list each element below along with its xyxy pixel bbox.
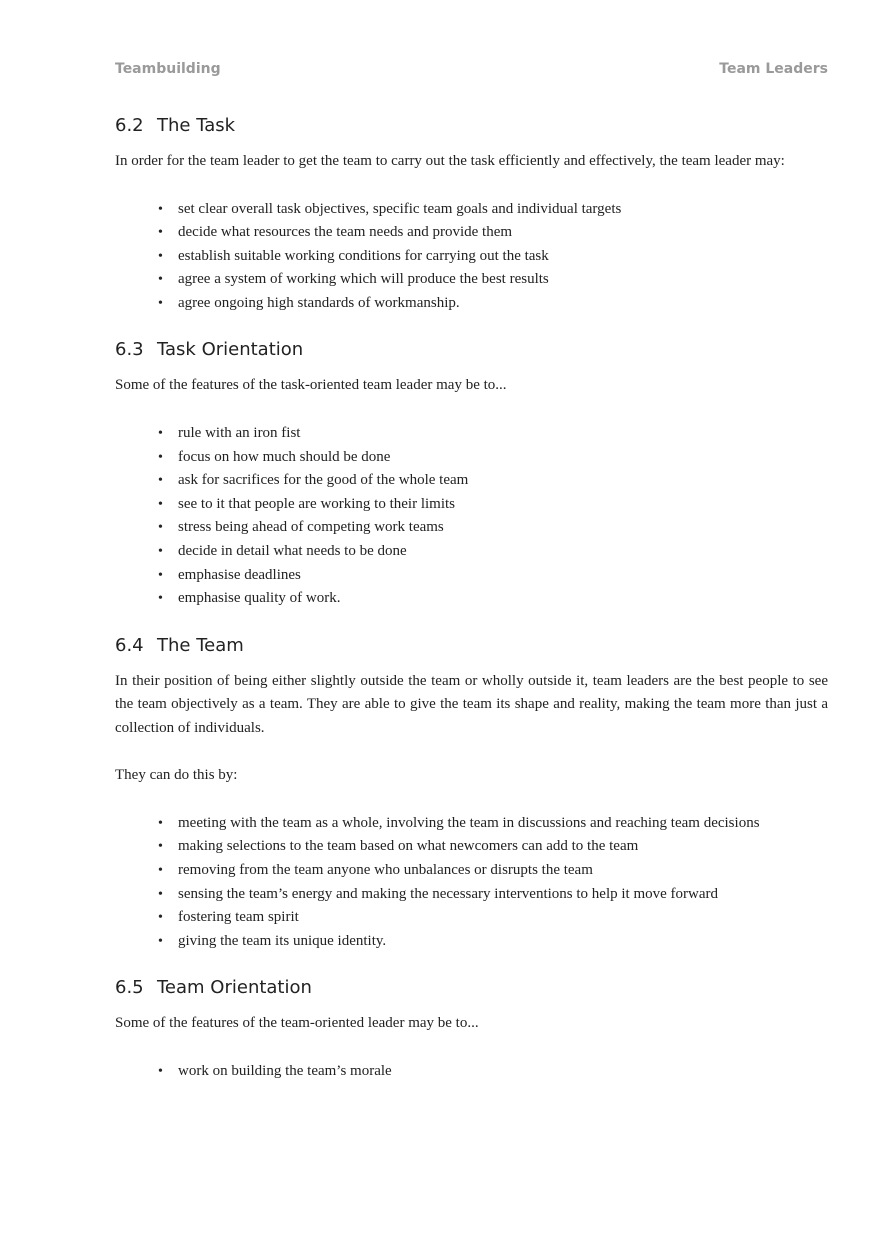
bullet-icon: • — [158, 248, 163, 264]
bullet-icon: • — [158, 295, 163, 311]
bullet-icon: • — [158, 1063, 163, 1079]
bullet-icon: • — [158, 225, 163, 241]
list-item: • stress being ahead of competing work teams — [115, 516, 828, 540]
header-book-title: Teambuilding — [115, 61, 221, 77]
bullet-icon: • — [158, 520, 163, 536]
bullet-icon: • — [158, 425, 163, 441]
section-heading-6-2 — [115, 112, 828, 140]
bullet-icon: • — [158, 496, 163, 512]
list-item: • agree a system of working which will produce the best results — [115, 268, 828, 292]
bullet-list — [115, 1060, 828, 1084]
bullet-icon: • — [158, 567, 163, 583]
list-item: • rule with an iron fist — [115, 422, 828, 446]
bullet-icon: • — [158, 910, 163, 926]
bullet-icon: • — [158, 543, 163, 559]
header-chapter-title: Team Leaders — [719, 61, 828, 77]
bullet-icon: • — [158, 933, 163, 949]
section-title: Team Orientation — [157, 977, 312, 999]
bullet-icon: • — [158, 839, 163, 855]
bullet-icon: • — [158, 473, 163, 489]
list-item: • making selections to the team based on what newcomers can add to the team — [115, 835, 828, 859]
list-item: • work on building the team’s morale — [115, 1060, 828, 1084]
section-heading-6-4 — [115, 632, 828, 660]
bullet-icon: • — [158, 591, 163, 607]
bullet-list — [115, 422, 828, 611]
list-item: • focus on how much should be done — [115, 446, 828, 470]
section-title: The Team — [157, 634, 244, 656]
section-intro: In order for the team leader to get the team to carry out the task efficiently and effectively, the team leader may: — [115, 153, 785, 169]
list-item: • agree ongoing high standards of workmanship. — [115, 292, 828, 316]
section-title: Task Orientation — [157, 339, 304, 361]
section-intro: Some of the features of the team-oriented leader may be to... — [115, 1015, 479, 1032]
bullet-icon: • — [158, 886, 163, 902]
page-content — [115, 112, 828, 1083]
bullet-icon: • — [158, 201, 163, 217]
list-item: • giving the team its unique identity. — [115, 930, 828, 954]
list-item: • ask for sacrifices for the good of the whole team — [115, 469, 828, 493]
list-item: • see to it that people are working to their limits — [115, 493, 828, 517]
list-item: • decide what resources the team needs and provide them — [115, 221, 828, 245]
list-item: • sensing the team’s energy and making the necessary interventions to help it move forward — [115, 883, 828, 907]
section-number: 6.2 — [115, 115, 144, 136]
bullet-list — [115, 812, 828, 954]
list-item: • emphasise deadlines — [115, 564, 828, 588]
section-number: 6.5 — [115, 977, 144, 999]
running-header — [115, 61, 828, 83]
list-item: • emphasise quality of work. — [115, 587, 828, 611]
bullet-icon: • — [158, 449, 163, 465]
section-number: 6.3 — [115, 339, 144, 361]
section-intro: Some of the features of the task-oriented team leader may be to... — [115, 377, 507, 394]
section-title: The Task — [157, 115, 236, 136]
list-item: • establish suitable working conditions for carrying out the task — [115, 245, 828, 269]
list-item: • set clear overall task objectives, specific team goals and individual targets — [115, 198, 828, 222]
section-intro-secondary: They can do this by: — [115, 767, 238, 784]
bullet-icon: • — [158, 272, 163, 288]
list-item: • meeting with the team as a whole, involving the team in discussions and reaching team decisions — [115, 812, 828, 836]
bullet-list — [115, 198, 828, 316]
list-item: • decide in detail what needs to be done — [115, 540, 828, 564]
bullet-icon: • — [158, 862, 163, 878]
bullet-icon: • — [158, 815, 163, 831]
section-heading-6-5 — [115, 974, 828, 1002]
section-heading-6-3 — [115, 336, 828, 364]
list-item: • removing from the team anyone who unbalances or disrupts the team — [115, 859, 828, 883]
section-intro: In their position of being either slightly outside the team or wholly outside it, team leaders are the best people to see the team objectively as a team. They are able to give the team its shape and reality, making the team more than just a collection of individuals. — [115, 672, 828, 736]
section-number: 6.4 — [115, 634, 144, 656]
list-item: • fostering team spirit — [115, 906, 828, 930]
